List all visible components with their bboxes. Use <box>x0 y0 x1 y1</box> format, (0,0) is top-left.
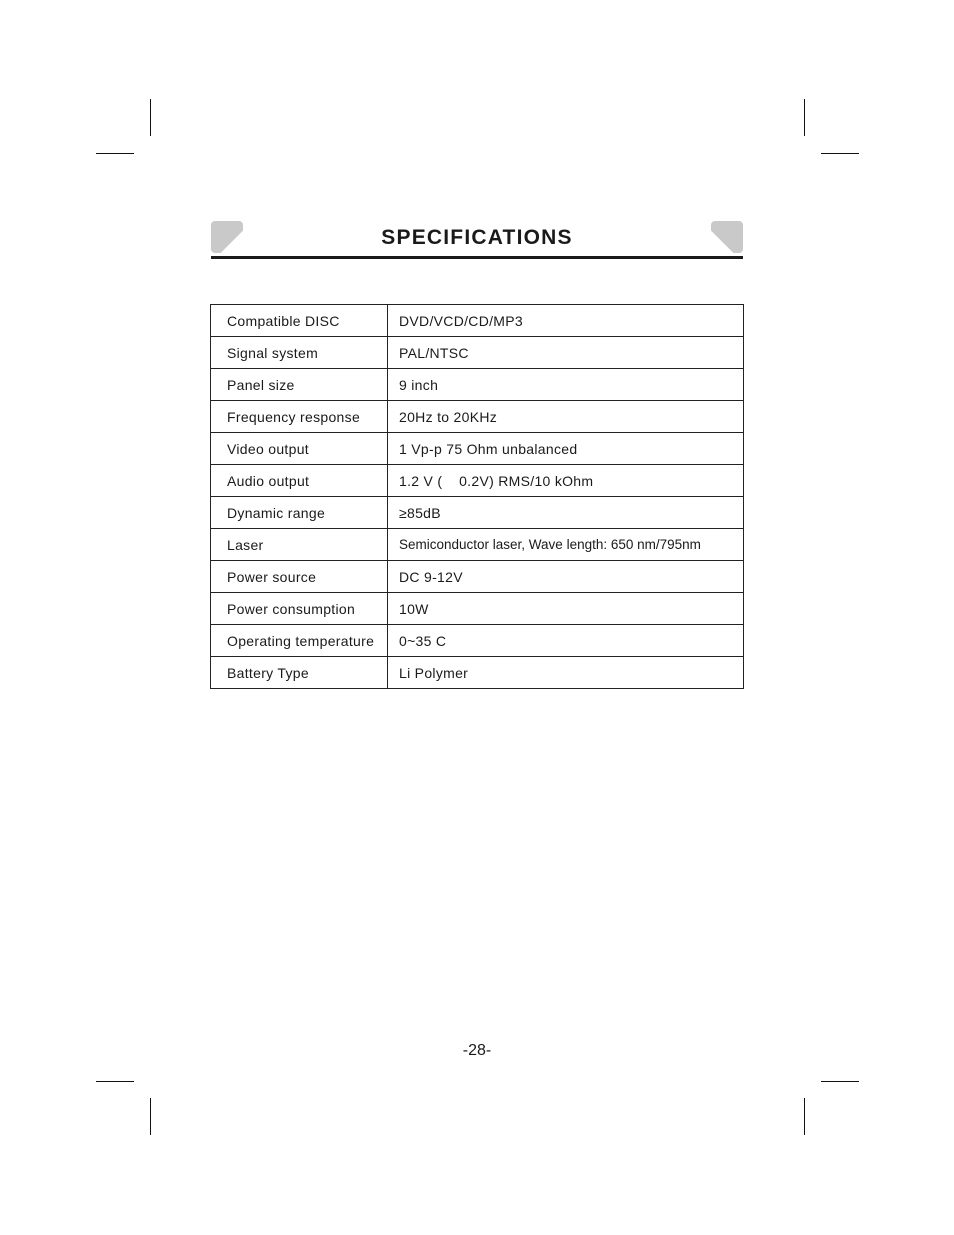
spec-label: Signal system <box>211 337 388 369</box>
table-row <box>211 657 744 689</box>
table-row <box>211 529 744 561</box>
spec-value: DVD/VCD/CD/MP3 <box>388 305 744 337</box>
table-row <box>211 497 744 529</box>
spec-label: Laser <box>211 529 388 561</box>
spec-label: Operating temperature <box>211 625 388 657</box>
spec-label: Video output <box>211 433 388 465</box>
table-row <box>211 561 744 593</box>
spec-value: 1.2 V ( 0.2V) RMS/10 kOhm <box>388 465 744 497</box>
spec-label: Compatible DISC <box>211 305 388 337</box>
spec-value: PAL/NTSC <box>388 337 744 369</box>
spec-label: Battery Type <box>211 657 388 689</box>
crop-mark <box>821 1081 859 1082</box>
crop-mark <box>150 1098 151 1135</box>
title-underline <box>211 256 743 259</box>
spec-label: Frequency response <box>211 401 388 433</box>
spec-label: Power source <box>211 561 388 593</box>
crop-mark <box>804 99 805 136</box>
crop-mark <box>150 99 151 136</box>
section-header <box>211 221 743 260</box>
spec-value: ≥85dB <box>388 497 744 529</box>
page-number: -28- <box>462 1042 492 1059</box>
spec-value: 9 inch <box>388 369 744 401</box>
table-row <box>211 465 744 497</box>
spec-value: DC 9-12V <box>388 561 744 593</box>
spec-label: Dynamic range <box>211 497 388 529</box>
table-row <box>211 593 744 625</box>
spec-value: Li Polymer <box>388 657 744 689</box>
crop-mark <box>96 1081 134 1082</box>
spec-value: Semiconductor laser, Wave length: 650 nm/795nm <box>388 529 744 561</box>
spec-value: 10W <box>388 593 744 625</box>
spec-value: 20Hz to 20KHz <box>388 401 744 433</box>
spec-label: Power consumption <box>211 593 388 625</box>
table-row <box>211 305 744 337</box>
table-row <box>211 369 744 401</box>
spec-value: 0~35 C <box>388 625 744 657</box>
crop-mark <box>96 153 134 154</box>
spec-label: Audio output <box>211 465 388 497</box>
table-row <box>211 401 744 433</box>
spec-table <box>210 304 744 689</box>
table-row <box>211 433 744 465</box>
crop-mark <box>804 1098 805 1135</box>
spec-label: Panel size <box>211 369 388 401</box>
spec-value: 1 Vp-p 75 Ohm unbalanced <box>388 433 744 465</box>
table-row <box>211 625 744 657</box>
page-title: SPECIFICATIONS <box>381 226 573 249</box>
table-row <box>211 337 744 369</box>
crop-mark <box>821 153 859 154</box>
